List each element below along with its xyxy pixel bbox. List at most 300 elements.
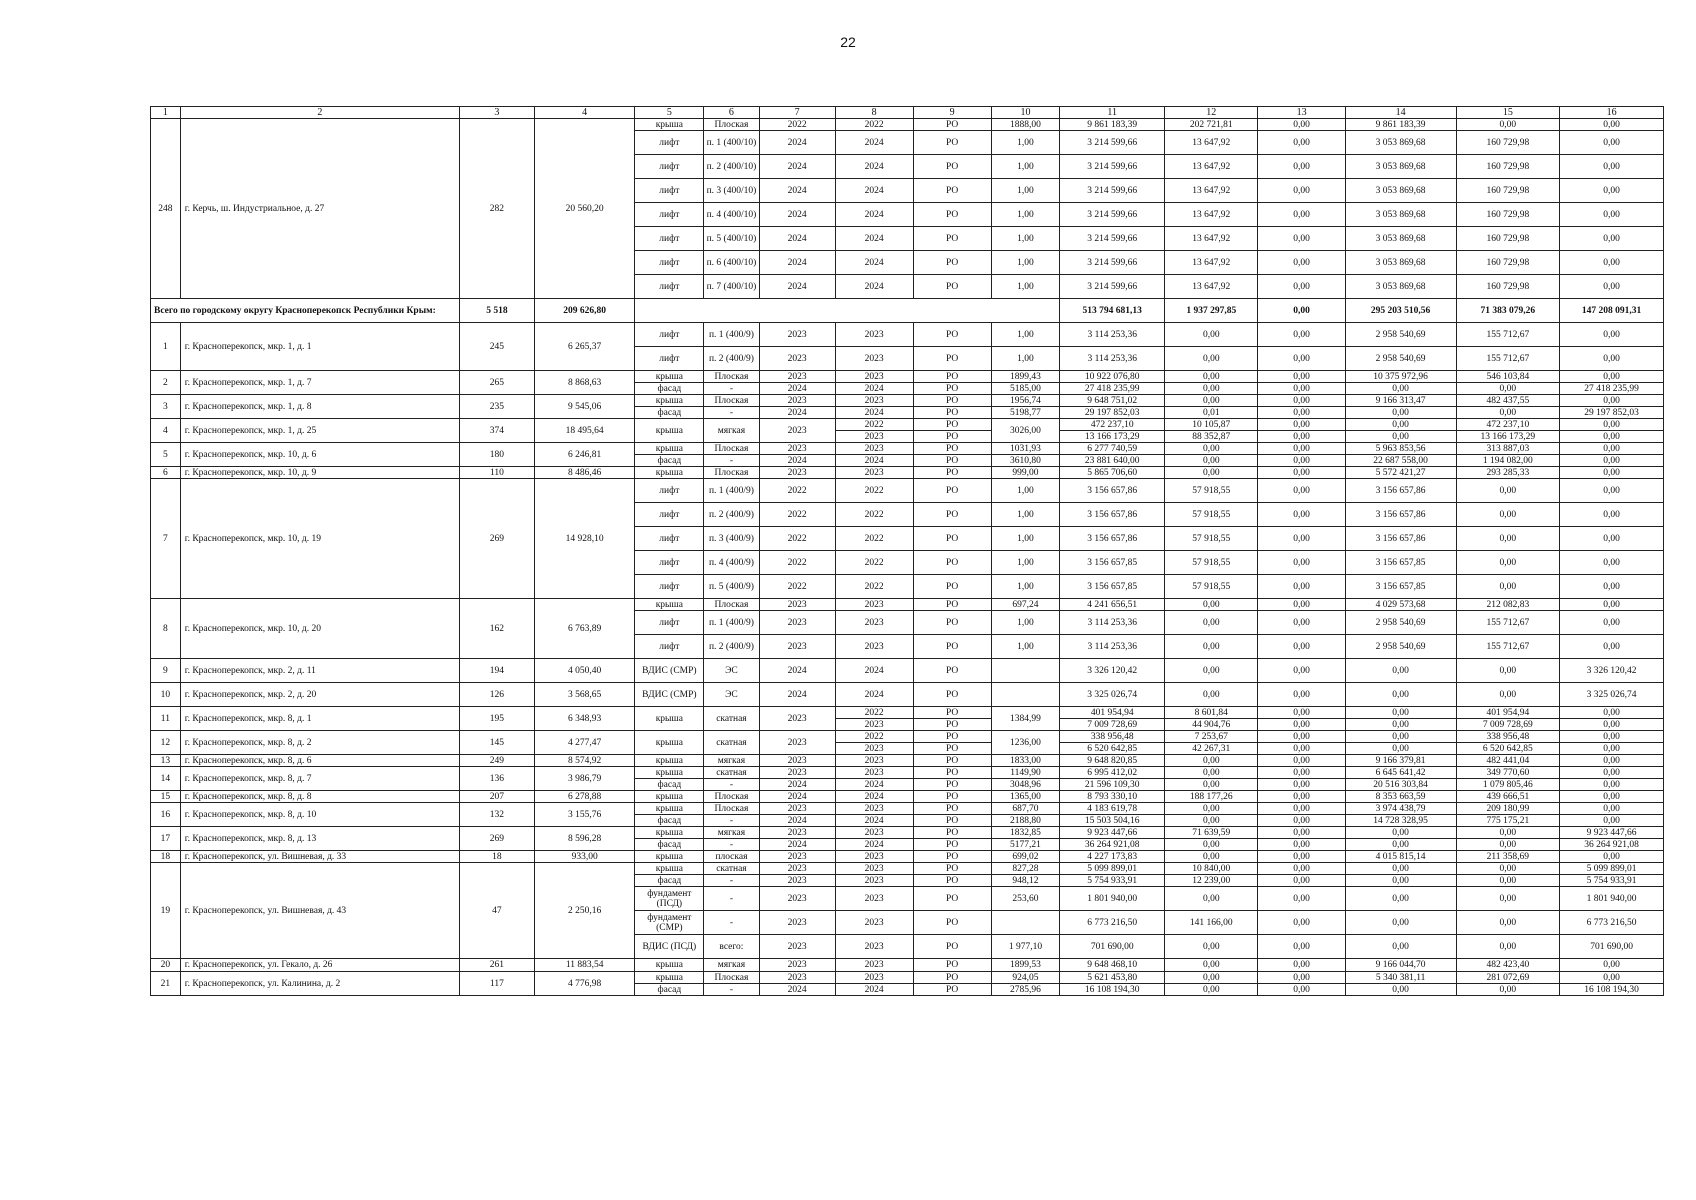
year-fact-cell: 2023 <box>835 323 913 347</box>
year-fact-cell: 2023 <box>835 887 913 911</box>
work-detail-cell: Плоская <box>704 599 759 611</box>
pir-cost-cell: 13 647,92 <box>1165 251 1258 275</box>
fund-source-cell: РО <box>913 827 991 839</box>
fund-source-cell: РО <box>913 863 991 875</box>
volume-cell: 827,28 <box>991 863 1060 875</box>
address-cell: г. Красноперекопск, мкр. 8, д. 2 <box>180 731 459 755</box>
federal-funds-cell: 0,00 <box>1258 551 1345 575</box>
year-plan-cell: 2024 <box>759 791 835 803</box>
work-detail-cell: скатная <box>704 767 759 779</box>
total-cost-cell: 16 108 194,30 <box>1060 984 1165 996</box>
year-plan-cell: 2023 <box>759 935 835 959</box>
address-cell: г. Красноперекопск, мкр. 8, д. 13 <box>180 827 459 851</box>
table-row <box>151 707 1664 719</box>
volume-cell: 1,00 <box>991 251 1060 275</box>
year-fact-cell: 2023 <box>835 959 913 972</box>
column-number-cell: 3 <box>459 107 534 119</box>
work-detail-cell: п. 5 (400/9) <box>704 575 759 599</box>
federal-funds-cell: 0,00 <box>1258 791 1345 803</box>
republic-funds-cell: 349 770,60 <box>1456 767 1560 779</box>
volume-cell: 2188,80 <box>991 815 1060 827</box>
pir-cost-cell: 0,00 <box>1165 972 1258 984</box>
fund-source-cell: РО <box>913 803 991 815</box>
table-row <box>151 827 1664 839</box>
total-cost-cell: 9 648 751,02 <box>1060 395 1165 407</box>
year-plan-cell: 2023 <box>759 875 835 887</box>
volume-cell: 1,00 <box>991 227 1060 251</box>
fund-source-cell: РО <box>913 851 991 863</box>
year-fact-cell: 2023 <box>835 803 913 815</box>
year-plan-cell: 2023 <box>759 803 835 815</box>
work-detail-cell: п. 1 (400/9) <box>704 479 759 503</box>
republic-funds-cell: 0,00 <box>1456 383 1560 395</box>
num-cell: 4 <box>151 419 181 443</box>
total-cost-cell: 3 114 253,36 <box>1060 347 1165 371</box>
pir-cost-cell: 57 918,55 <box>1165 527 1258 551</box>
num-cell: 11 <box>151 707 181 731</box>
total-cost-cell: 3 214 599,66 <box>1060 203 1165 227</box>
federal-funds-cell: 0,00 <box>1258 203 1345 227</box>
year-plan-cell: 2023 <box>759 731 835 755</box>
column-number-cell: 10 <box>991 107 1060 119</box>
apartments-cell: 47 <box>459 863 534 959</box>
local-funds-cell: 147 208 091,31 <box>1560 299 1664 323</box>
local-funds-cell: 0,00 <box>1560 479 1664 503</box>
local-funds-cell: 0,00 <box>1560 731 1664 743</box>
fund-funds-cell: 0,00 <box>1345 683 1456 707</box>
work-detail-cell: - <box>704 839 759 851</box>
volume-cell: 999,00 <box>991 467 1060 479</box>
year-fact-cell: 2023 <box>835 827 913 839</box>
republic-funds-cell: 0,00 <box>1456 575 1560 599</box>
fund-source-cell: РО <box>913 984 991 996</box>
volume-cell: 1833,00 <box>991 755 1060 767</box>
local-funds-cell: 16 108 194,30 <box>1560 984 1664 996</box>
volume-cell: 1899,53 <box>991 959 1060 972</box>
fund-source-cell: РО <box>913 707 991 719</box>
num-cell: 14 <box>151 767 181 791</box>
fund-funds-cell: 2 958 540,69 <box>1345 347 1456 371</box>
local-funds-cell: 0,00 <box>1560 719 1664 731</box>
pir-cost-cell: 0,00 <box>1165 803 1258 815</box>
work-detail-cell: п. 2 (400/9) <box>704 347 759 371</box>
volume-cell: 1832,85 <box>991 827 1060 839</box>
year-fact-cell: 2024 <box>835 275 913 299</box>
pir-cost-cell: 0,00 <box>1165 383 1258 395</box>
apartments-cell: 195 <box>459 707 534 731</box>
federal-funds-cell: 0,00 <box>1258 431 1345 443</box>
federal-funds-cell: 0,00 <box>1258 803 1345 815</box>
pir-cost-cell: 0,00 <box>1165 371 1258 383</box>
year-plan-cell: 2024 <box>759 815 835 827</box>
address-cell: г. Красноперекопск, мкр. 10, д. 9 <box>180 467 459 479</box>
volume-cell: 253,60 <box>991 887 1060 911</box>
pir-cost-cell: 0,00 <box>1165 755 1258 767</box>
area-cell: 8 486,46 <box>534 467 635 479</box>
local-funds-cell: 0,00 <box>1560 467 1664 479</box>
fund-source-cell: РО <box>913 407 991 419</box>
num-cell: 19 <box>151 863 181 959</box>
total-cost-cell: 4 227 173,83 <box>1060 851 1165 863</box>
pir-cost-cell: 13 647,92 <box>1165 203 1258 227</box>
federal-funds-cell: 0,00 <box>1258 371 1345 383</box>
total-cost-cell: 401 954,94 <box>1060 707 1165 719</box>
work-detail-cell: п. 3 (400/9) <box>704 527 759 551</box>
work-type-cell: крыша <box>635 767 704 779</box>
table-row <box>151 683 1664 707</box>
pir-cost-cell: 188 177,26 <box>1165 791 1258 803</box>
area-cell: 933,00 <box>534 851 635 863</box>
fund-funds-cell: 295 203 510,56 <box>1345 299 1456 323</box>
area-cell: 8 574,92 <box>534 755 635 767</box>
work-type-cell: крыша <box>635 419 704 443</box>
federal-funds-cell: 0,00 <box>1258 443 1345 455</box>
republic-funds-cell: 7 009 728,69 <box>1456 719 1560 731</box>
num-cell: 2 <box>151 371 181 395</box>
volume-cell: 1,00 <box>991 323 1060 347</box>
header-row <box>151 107 1664 119</box>
fund-funds-cell: 0,00 <box>1345 984 1456 996</box>
work-detail-cell: - <box>704 875 759 887</box>
fund-funds-cell: 14 728 328,95 <box>1345 815 1456 827</box>
column-number-cell: 5 <box>635 107 704 119</box>
republic-funds-cell: 0,00 <box>1456 479 1560 503</box>
total-cost-cell: 9 648 820,85 <box>1060 755 1165 767</box>
work-detail-cell: мягкая <box>704 959 759 972</box>
year-plan-cell: 2022 <box>759 503 835 527</box>
work-detail-cell: Плоская <box>704 371 759 383</box>
fund-funds-cell: 3 974 438,79 <box>1345 803 1456 815</box>
republic-funds-cell: 0,00 <box>1456 875 1560 887</box>
num-cell: 21 <box>151 972 181 996</box>
year-plan-cell: 2023 <box>759 443 835 455</box>
address-cell: г. Керчь, ш. Индустриальное, д. 27 <box>180 119 459 299</box>
volume-cell: 1384,99 <box>991 707 1060 731</box>
pir-cost-cell: 0,00 <box>1165 659 1258 683</box>
apartments-cell: 282 <box>459 119 534 299</box>
local-funds-cell: 0,00 <box>1560 779 1664 791</box>
fund-source-cell: РО <box>913 155 991 179</box>
volume-cell <box>991 683 1060 707</box>
federal-funds-cell: 0,00 <box>1258 984 1345 996</box>
capital-repair-register-table <box>150 106 1664 996</box>
work-detail-cell: всего: <box>704 935 759 959</box>
volume-cell: 1,00 <box>991 275 1060 299</box>
year-plan-cell: 2023 <box>759 467 835 479</box>
work-detail-cell: п. 1 (400/9) <box>704 323 759 347</box>
republic-funds-cell: 0,00 <box>1456 935 1560 959</box>
fund-source-cell: РО <box>913 347 991 371</box>
pir-cost-cell: 0,00 <box>1165 815 1258 827</box>
work-type-cell: лифт <box>635 527 704 551</box>
local-funds-cell: 0,00 <box>1560 815 1664 827</box>
pir-cost-cell: 0,00 <box>1165 839 1258 851</box>
pir-cost-cell: 13 647,92 <box>1165 179 1258 203</box>
work-type-cell: лифт <box>635 611 704 635</box>
table-row <box>151 755 1664 767</box>
num-cell: 8 <box>151 599 181 659</box>
republic-funds-cell: 13 166 173,29 <box>1456 431 1560 443</box>
local-funds-cell: 0,00 <box>1560 599 1664 611</box>
local-funds-cell: 0,00 <box>1560 611 1664 635</box>
total-cost-cell: 29 197 852,03 <box>1060 407 1165 419</box>
address-cell: г. Красноперекопск, мкр. 1, д. 7 <box>180 371 459 395</box>
area-cell: 2 250,16 <box>534 863 635 959</box>
federal-funds-cell: 0,00 <box>1258 155 1345 179</box>
work-detail-cell: ЭС <box>704 683 759 707</box>
local-funds-cell: 0,00 <box>1560 131 1664 155</box>
republic-funds-cell: 6 520 642,85 <box>1456 743 1560 755</box>
year-plan-cell: 2023 <box>759 347 835 371</box>
fund-funds-cell: 0,00 <box>1345 431 1456 443</box>
fund-funds-cell: 8 353 663,59 <box>1345 791 1456 803</box>
total-cost-cell: 8 793 330,10 <box>1060 791 1165 803</box>
fund-funds-cell: 6 645 641,42 <box>1345 767 1456 779</box>
area-cell: 11 883,54 <box>534 959 635 972</box>
work-type-cell: фасад <box>635 407 704 419</box>
local-funds-cell: 0,00 <box>1560 119 1664 131</box>
year-fact-cell: 2024 <box>835 791 913 803</box>
republic-funds-cell: 0,00 <box>1456 407 1560 419</box>
area-cell: 14 928,10 <box>534 479 635 599</box>
fund-source-cell: РО <box>913 551 991 575</box>
fund-funds-cell: 9 861 183,39 <box>1345 119 1456 131</box>
year-plan-cell: 2024 <box>759 179 835 203</box>
work-detail-cell: - <box>704 383 759 395</box>
volume-cell: 3048,96 <box>991 779 1060 791</box>
republic-funds-cell: 482 437,55 <box>1456 395 1560 407</box>
federal-funds-cell: 0,00 <box>1258 467 1345 479</box>
apartments-cell: 261 <box>459 959 534 972</box>
fund-source-cell: РО <box>913 599 991 611</box>
pir-cost-cell: 0,00 <box>1165 443 1258 455</box>
local-funds-cell: 0,00 <box>1560 203 1664 227</box>
federal-funds-cell: 0,00 <box>1258 503 1345 527</box>
federal-funds-cell: 0,00 <box>1258 827 1345 839</box>
pir-cost-cell: 202 721,81 <box>1165 119 1258 131</box>
year-plan-cell: 2023 <box>759 827 835 839</box>
republic-funds-cell: 0,00 <box>1456 659 1560 683</box>
fund-funds-cell: 0,00 <box>1345 935 1456 959</box>
address-cell: г. Красноперекопск, мкр. 2, д. 11 <box>180 659 459 683</box>
volume-cell: 1,00 <box>991 527 1060 551</box>
volume-cell <box>991 911 1060 935</box>
address-cell: г. Красноперекопск, мкр. 8, д. 1 <box>180 707 459 731</box>
total-cost-cell: 3 156 657,86 <box>1060 503 1165 527</box>
apartments-cell: 245 <box>459 323 534 371</box>
total-cost-cell: 3 325 026,74 <box>1060 683 1165 707</box>
republic-funds-cell: 775 175,21 <box>1456 815 1560 827</box>
work-detail-cell: - <box>704 911 759 935</box>
volume-cell: 1956,74 <box>991 395 1060 407</box>
pir-cost-cell: 0,00 <box>1165 851 1258 863</box>
column-number-cell: 16 <box>1560 107 1664 119</box>
republic-funds-cell: 281 072,69 <box>1456 972 1560 984</box>
fund-source-cell: РО <box>913 611 991 635</box>
work-type-cell: крыша <box>635 755 704 767</box>
address-cell: г. Красноперекопск, мкр. 10, д. 19 <box>180 479 459 599</box>
fund-funds-cell: 0,00 <box>1345 719 1456 731</box>
total-cost-cell: 6 773 216,50 <box>1060 911 1165 935</box>
pir-cost-cell: 13 647,92 <box>1165 227 1258 251</box>
apartments-cell: 269 <box>459 479 534 599</box>
republic-funds-cell: 155 712,67 <box>1456 323 1560 347</box>
fund-source-cell: РО <box>913 275 991 299</box>
total-cost-cell: 3 214 599,66 <box>1060 179 1165 203</box>
num-cell: 3 <box>151 395 181 419</box>
area-cell: 18 495,64 <box>534 419 635 443</box>
federal-funds-cell: 0,00 <box>1258 119 1345 131</box>
federal-funds-cell: 0,00 <box>1258 479 1345 503</box>
pir-cost-cell: 13 647,92 <box>1165 155 1258 179</box>
work-detail-cell: п. 4 (400/9) <box>704 551 759 575</box>
federal-funds-cell: 0,00 <box>1258 455 1345 467</box>
num-cell: 17 <box>151 827 181 851</box>
page-number: 22 <box>840 34 856 50</box>
address-cell: г. Красноперекопск, ул. Вишневая, д. 43 <box>180 863 459 959</box>
work-detail-cell: п. 6 (400/10) <box>704 251 759 275</box>
work-type-cell: ВДИС (СМР) <box>635 659 704 683</box>
year-fact-cell: 2024 <box>835 155 913 179</box>
year-plan-cell: 2024 <box>759 779 835 791</box>
year-plan-cell: 2023 <box>759 371 835 383</box>
total-cost-cell: 36 264 921,08 <box>1060 839 1165 851</box>
address-cell: г. Красноперекопск, мкр. 8, д. 6 <box>180 755 459 767</box>
apartments-cell: 265 <box>459 371 534 395</box>
total-cost-cell: 15 503 504,16 <box>1060 815 1165 827</box>
republic-funds-cell: 0,00 <box>1456 503 1560 527</box>
federal-funds-cell: 0,00 <box>1258 972 1345 984</box>
work-type-cell: крыша <box>635 371 704 383</box>
republic-funds-cell: 1 079 805,46 <box>1456 779 1560 791</box>
area-cell: 3 155,76 <box>534 803 635 827</box>
fund-funds-cell: 0,00 <box>1345 383 1456 395</box>
work-detail-cell: п. 2 (400/10) <box>704 155 759 179</box>
volume-cell: 1365,00 <box>991 791 1060 803</box>
year-fact-cell: 2024 <box>835 984 913 996</box>
fund-source-cell: РО <box>913 791 991 803</box>
work-detail-cell: п. 1 (400/9) <box>704 611 759 635</box>
total-cost-cell: 4 183 619,78 <box>1060 803 1165 815</box>
republic-funds-cell: 211 358,69 <box>1456 851 1560 863</box>
fund-funds-cell: 3 053 869,68 <box>1345 275 1456 299</box>
local-funds-cell: 0,00 <box>1560 155 1664 179</box>
federal-funds-cell: 0,00 <box>1258 347 1345 371</box>
year-plan-cell: 2024 <box>759 227 835 251</box>
volume-cell: 1 977,10 <box>991 935 1060 959</box>
work-type-cell: лифт <box>635 251 704 275</box>
year-fact-cell: 2023 <box>835 743 913 755</box>
work-detail-cell: - <box>704 779 759 791</box>
fund-source-cell: РО <box>913 179 991 203</box>
local-funds-cell: 0,00 <box>1560 635 1664 659</box>
work-type-cell: лифт <box>635 323 704 347</box>
year-fact-cell: 2023 <box>835 347 913 371</box>
fund-source-cell: РО <box>913 635 991 659</box>
work-type-cell: лифт <box>635 551 704 575</box>
volume-cell: 697,24 <box>991 599 1060 611</box>
total-cost-cell: 5 865 706,60 <box>1060 467 1165 479</box>
num-cell: 10 <box>151 683 181 707</box>
apartments-cell: 132 <box>459 803 534 827</box>
total-cost-cell: 513 794 681,13 <box>1060 299 1165 323</box>
local-funds-cell: 0,00 <box>1560 395 1664 407</box>
volume-cell: 1149,90 <box>991 767 1060 779</box>
year-plan-cell: 2024 <box>759 407 835 419</box>
pir-cost-cell: 57 918,55 <box>1165 479 1258 503</box>
year-fact-cell: 2024 <box>835 227 913 251</box>
republic-funds-cell: 0,00 <box>1456 683 1560 707</box>
work-type-cell: лифт <box>635 479 704 503</box>
address-cell: г. Красноперекопск, мкр. 8, д. 7 <box>180 767 459 791</box>
federal-funds-cell: 0,00 <box>1258 383 1345 395</box>
year-fact-cell: 2023 <box>835 767 913 779</box>
volume-cell: 924,05 <box>991 972 1060 984</box>
num-cell: 20 <box>151 959 181 972</box>
year-plan-cell: 2022 <box>759 527 835 551</box>
republic-funds-cell: 160 729,98 <box>1456 155 1560 179</box>
volume-cell: 948,12 <box>991 875 1060 887</box>
republic-funds-cell: 0,00 <box>1456 119 1560 131</box>
volume-cell: 1,00 <box>991 575 1060 599</box>
year-plan-cell: 2024 <box>759 683 835 707</box>
year-plan-cell: 2022 <box>759 575 835 599</box>
table-row <box>151 803 1664 815</box>
year-fact-cell: 2022 <box>835 731 913 743</box>
fund-funds-cell: 3 053 869,68 <box>1345 203 1456 227</box>
republic-funds-cell: 546 103,84 <box>1456 371 1560 383</box>
work-detail-cell: п. 4 (400/10) <box>704 203 759 227</box>
fund-funds-cell: 22 687 558,00 <box>1345 455 1456 467</box>
work-detail-cell: скатная <box>704 863 759 875</box>
num-cell: 7 <box>151 479 181 599</box>
table-row <box>151 863 1664 875</box>
local-funds-cell: 0,00 <box>1560 743 1664 755</box>
fund-funds-cell: 0,00 <box>1345 875 1456 887</box>
fund-funds-cell: 3 053 869,68 <box>1345 155 1456 179</box>
work-type-cell: крыша <box>635 959 704 972</box>
table-row <box>151 323 1664 347</box>
year-fact-cell: 2024 <box>835 383 913 395</box>
apartments-cell: 180 <box>459 443 534 467</box>
pir-cost-cell: 0,00 <box>1165 887 1258 911</box>
num-cell: 18 <box>151 851 181 863</box>
republic-funds-cell: 155 712,67 <box>1456 347 1560 371</box>
total-cost-cell: 6 277 740,59 <box>1060 443 1165 455</box>
total-cost-cell: 701 690,00 <box>1060 935 1165 959</box>
table-row <box>151 479 1664 503</box>
fund-source-cell: РО <box>913 887 991 911</box>
federal-funds-cell: 0,00 <box>1258 227 1345 251</box>
fund-funds-cell: 0,00 <box>1345 743 1456 755</box>
fund-source-cell: РО <box>913 383 991 395</box>
republic-funds-cell: 160 729,98 <box>1456 131 1560 155</box>
federal-funds-cell: 0,00 <box>1258 851 1345 863</box>
column-number-cell: 14 <box>1345 107 1456 119</box>
fund-funds-cell: 2 958 540,69 <box>1345 635 1456 659</box>
fund-funds-cell: 3 156 657,85 <box>1345 575 1456 599</box>
federal-funds-cell: 0,00 <box>1258 863 1345 875</box>
table-row <box>151 419 1664 431</box>
column-number-cell: 15 <box>1456 107 1560 119</box>
local-funds-cell: 5 099 899,01 <box>1560 863 1664 875</box>
work-detail-cell: мягкая <box>704 419 759 443</box>
year-fact-cell: 2024 <box>835 131 913 155</box>
work-type-cell: лифт <box>635 503 704 527</box>
federal-funds-cell: 0,00 <box>1258 395 1345 407</box>
pir-cost-cell: 0,00 <box>1165 935 1258 959</box>
fund-funds-cell: 0,00 <box>1345 419 1456 431</box>
